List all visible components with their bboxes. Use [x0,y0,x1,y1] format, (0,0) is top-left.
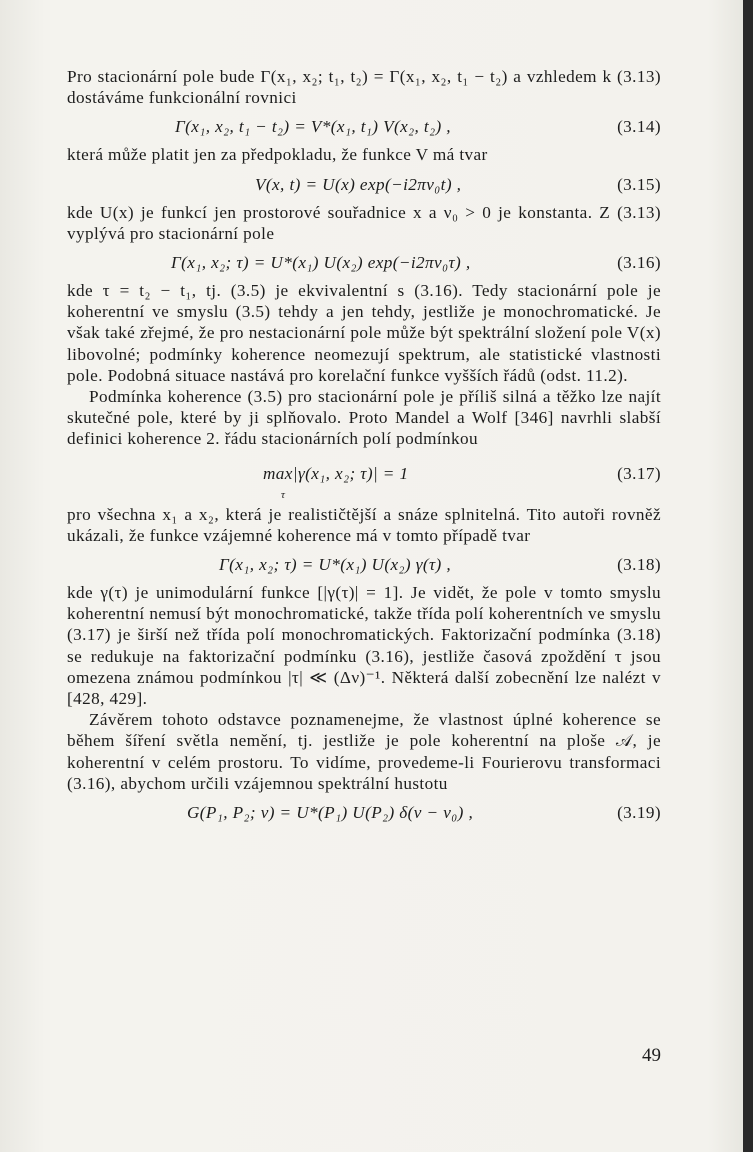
paragraph: kde U(x) je funkcí jen prostorové souřadnice x a ν₀ > 0 je konstanta. Z (3.13) vyplývá pro stacionární pole [67,202,661,243]
paragraph: Podmínka koherence (3.5) pro stacionární pole je příliš silná a těžko lze najít skutečné pole, které by ji splňovalo. Proto Mandel a Wolf [346] navrhli slabší definici koherence 2. řádu stacionárních polí podmínkou [67,387,661,449]
equation-formula: V(x, t) = U(x) exp(−i2πν₀t) , [255,174,462,194]
equation-formula: G(P₁, P₂; ν) = U*(P₁) U(P₂) δ(ν − ν₀) , [187,803,474,823]
equation-3-17 [67,453,661,501]
paragraph: kde γ(τ) je unimodulární funkce [|γ(τ)| = 1]. Je vidět, že pole v tomto smyslu koherentní nemusí být monochromatické, takže třída polí koherentních ve smyslu (3.17) je širší než třída polí monochromatických. Faktorizační podmínka (3.18) se redukuje na faktorizační podmínku (3.16), jestliže časová zpoždění τ jsou omezena známou podmínkou |τ| ≪ (Δν)⁻¹. Některá další zobecnění lze nalézt v [428, 429]. [67,583,661,709]
page-edge-shadow [743,0,753,1152]
body-text [67,66,661,830]
equation-number: (3.14) [617,117,661,137]
equation-3-16 [67,247,661,277]
equation-number: (3.18) [617,555,661,575]
paragraph: Pro stacionární pole bude Γ(x₁, x₂; t₁, t₂) = Γ(x₁, x₂, t₁ − t₂) a vzhledem k (3.13) dostáváme funkcionální rovnici [67,67,661,108]
equation-number: (3.19) [617,803,661,823]
equation-formula: Γ(x₁, x₂; τ) = U*(x₁) U(x₂) γ(τ) , [219,555,452,575]
equation-subscript: τ [281,488,286,501]
equation-3-19 [67,797,661,827]
equation-number: (3.17) [617,463,661,483]
equation-number: (3.16) [617,253,661,273]
equation-number: (3.15) [617,174,661,194]
paragraph: která může platit jen za předpokladu, že funkce V má tvar [67,145,488,165]
page-number: 49 [642,1045,661,1066]
paragraph: kde τ = t₂ − t₁, tj. (3.5) je ekvivalentní s (3.16). Tedy stacionární pole je koherentní ve smyslu (3.5) tehdy a jen tehdy, jestliže je monochromatické. Je však také zřejmé, že pro nestacionární pole může být spektrální složení pole V(x) libovolné; podmínky koherence neomezují spektrum, ale statistické vlastnosti pole. Podobná situace nastává pro korelační funkce vyšších řádů (odst. 11.2). [67,281,661,385]
paragraph: pro všechna x₁ a x₂, která je realističtější a snáze splnitelná. Tito autoři rovněž ukázali, že funkce vzájemné koherence má v tomto případě tvar [67,504,661,545]
equation-3-15 [67,169,661,199]
paragraph: Závěrem tohoto odstavce poznamenejme, že vlastnost úplné koherence se během šíření světla nemění, tj. jestliže je pole koherentní na ploše 𝒜, je koherentní v celém prostoru. To vidíme, provedeme-li Fourierovu transformaci (3.16), abychom určili vzájemnou spektrální hustotu [67,710,661,793]
equation-formula: Γ(x₁, x₂, t₁ − t₂) = V*(x₁, t₁) V(x₂, t₂) , [175,117,451,137]
equation-3-14 [67,111,661,141]
equation-3-18 [67,549,661,579]
equation-formula: max|γ(x₁, x₂; τ)| = 1 [263,463,409,483]
equation-formula: Γ(x₁, x₂; τ) = U*(x₁) U(x₂) exp(−i2πν₀τ) , [171,253,471,273]
